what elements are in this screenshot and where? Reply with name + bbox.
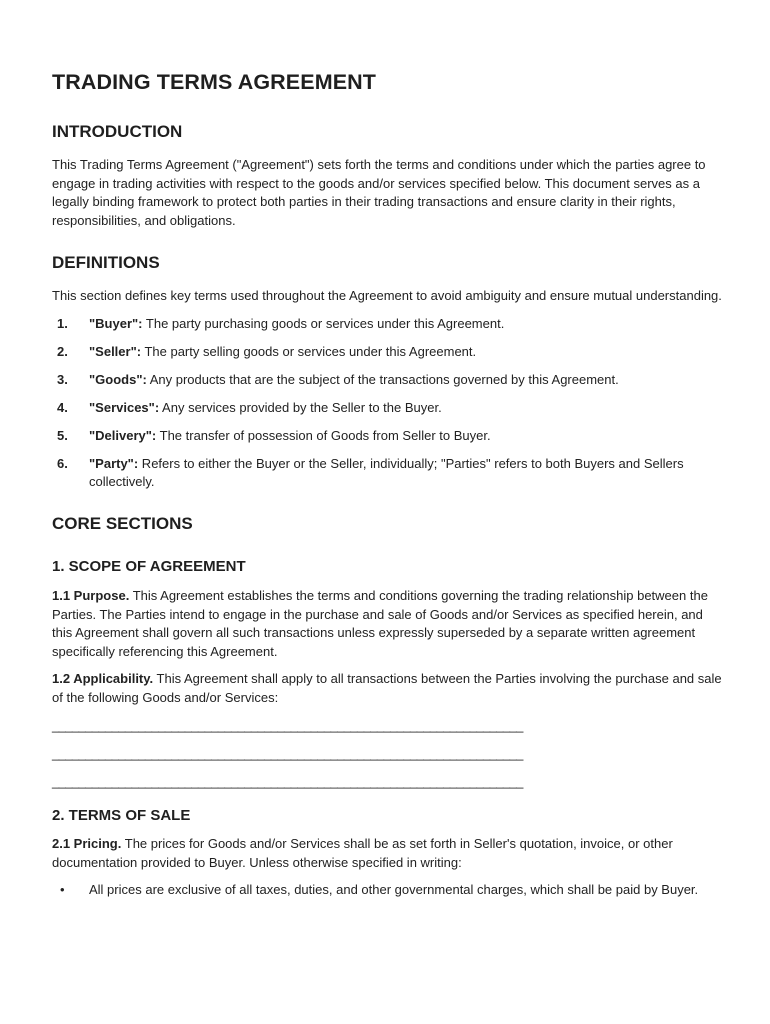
document [52, 70, 724, 900]
introduction-paragraph: This Trading Terms Agreement ("Agreement") sets forth the terms and conditions under which the parties agree to engage in trading activities with respect to the goods and/or services specified below. This document serves as a legally binding framework to protect both parties in their trading transactions and ensure clarity in their rights, responsibilities, and obligations. [52, 157, 706, 228]
pricing-bullets [52, 881, 724, 900]
definition-item [52, 427, 724, 446]
definition-description: The transfer of possession of Goods from Seller to Buyer. [156, 427, 491, 443]
bullet-item [52, 881, 724, 900]
purpose-label: 1.1 Purpose. [52, 588, 130, 604]
applicability-text: This Agreement shall apply to all transactions between the Parties involving the purchase and sale of the following Goods and/or Services: [52, 671, 722, 706]
pricing-text: The prices for Goods and/or Services shall be as set forth in Seller's quotation, invoice, or other documentation provided to Buyer. Unless otherwise specified in writing: [52, 836, 673, 870]
definitions-list [52, 315, 724, 492]
definition-number: 1. [57, 315, 68, 331]
bullet-icon: • [60, 882, 65, 898]
purpose-text: This Agreement establishes the terms and conditions governing the trading relationship between the Parties. The Parties intend to engage in the purchase and sale of Goods and/or Services as specified herein, and this Agreement shall govern all such transactions unless expressly superseded by a separate written agreement specifically referencing this Agreement. [52, 588, 708, 659]
definition-description: Refers to either the Buyer or the Seller, individually; "Parties" refers to both Buyers and Sellers collectively. [89, 455, 684, 490]
definition-item [52, 455, 724, 492]
definition-description: The party selling goods or services under this Agreement. [141, 343, 477, 359]
definition-item [52, 399, 724, 418]
definitions-heading: DEFINITIONS [52, 253, 160, 273]
pricing-paragraph [52, 835, 724, 872]
definition-term: "Party": [89, 455, 139, 471]
definition-description: The party purchasing goods or services under this Agreement. [142, 315, 505, 331]
definition-term: "Seller": [89, 343, 142, 359]
definition-number: 2. [57, 343, 68, 359]
definition-number: 3. [57, 371, 68, 387]
blank-line: _______________________________________________________________________ [52, 717, 523, 733]
definition-description: Any products that are the subject of the transactions governed by this Agreement. [146, 371, 619, 387]
definition-term: "Goods": [89, 371, 147, 387]
definition-term: "Services": [89, 399, 160, 415]
document-title: TRADING TERMS AGREEMENT [52, 70, 377, 94]
core-sections-heading: CORE SECTIONS [52, 514, 193, 534]
definition-number: 6. [57, 455, 68, 471]
applicability-paragraph [52, 670, 724, 707]
bullet-text: All prices are exclusive of all taxes, duties, and other governmental charges, which shall be paid by Buyer. [89, 882, 699, 898]
terms-of-sale-heading: 2. TERMS OF SALE [52, 807, 191, 825]
purpose-paragraph [52, 587, 724, 661]
definition-term: "Delivery": [89, 427, 157, 443]
definition-item [52, 343, 724, 362]
scope-heading: 1. SCOPE OF AGREEMENT [52, 558, 246, 576]
pricing-label: 2.1 Pricing. [52, 836, 122, 852]
definitions-paragraph: This section defines key terms used throughout the Agreement to avoid ambiguity and ensure mutual understanding. [52, 288, 722, 304]
definition-item [52, 371, 724, 390]
definition-term: "Buyer": [89, 315, 143, 331]
definition-item [52, 315, 724, 334]
definition-number: 5. [57, 427, 68, 443]
blank-line: _______________________________________________________________________ [52, 745, 523, 761]
definition-number: 4. [57, 399, 68, 415]
definition-description: Any services provided by the Seller to the Buyer. [159, 399, 442, 415]
introduction-heading: INTRODUCTION [52, 122, 183, 141]
blank-line: _______________________________________________________________________ [52, 773, 523, 789]
applicability-label: 1.2 Applicability. [52, 671, 154, 687]
